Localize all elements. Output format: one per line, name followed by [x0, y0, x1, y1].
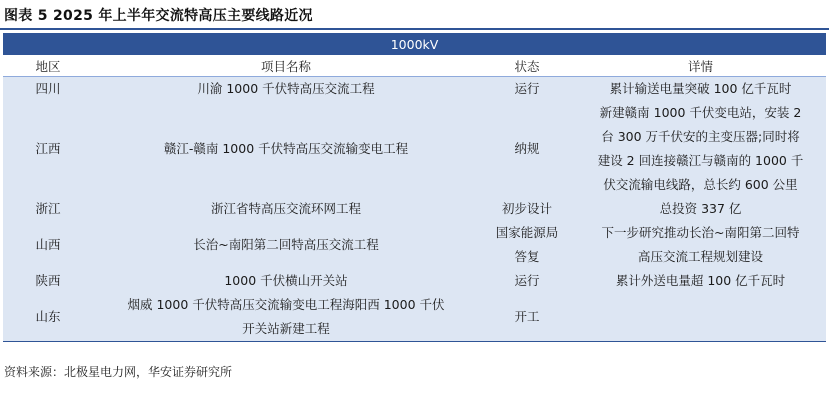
title-rule	[0, 28, 829, 30]
table-row	[3, 269, 826, 293]
cell-detail: 下一步研究推动长治~南阳第二回特 高压交流工程规划建设	[575, 221, 826, 269]
cell-region: 江西	[3, 101, 93, 197]
voltage-band-row	[3, 33, 826, 55]
source-note: 资料来源：北极星电力网，华安证券研究所	[4, 365, 233, 379]
cell-region: 陕西	[3, 269, 93, 293]
table-row	[3, 293, 826, 342]
cell-status: 初步设计	[479, 197, 575, 221]
table-row	[3, 77, 826, 102]
cell-region: 山东	[3, 293, 93, 342]
cell-status: 国家能源局 答复	[479, 221, 575, 269]
cell-status: 开工	[479, 293, 575, 342]
cell-region: 浙江	[3, 197, 93, 221]
table-row	[3, 101, 826, 197]
cell-status: 纳规	[479, 101, 575, 197]
cell-project: 川渝 1000 千伏特高压交流工程	[93, 77, 479, 102]
cell-project: 浙江省特高压交流环网工程	[93, 197, 479, 221]
column-header-region: 地区	[3, 55, 93, 77]
cell-project: 赣江-赣南 1000 千伏特高压交流输变电工程	[93, 101, 479, 197]
figure-title: 图表 5 2025 年上半年交流特高压主要线路近况	[4, 8, 313, 24]
cell-project: 长治~南阳第二回特高压交流工程	[93, 221, 479, 269]
column-header-status: 状态	[479, 55, 575, 77]
cell-region: 四川	[3, 77, 93, 102]
table-header-row	[3, 55, 826, 77]
cell-detail: 新建赣南 1000 千伏变电站，安装 2 台 300 万千伏安的主变压器;同时将 建设 2 回连接赣江与赣南的 1000 千 伏交流输电线路，总长约 600 公里	[575, 101, 826, 197]
cell-status: 运行	[479, 269, 575, 293]
cell-detail: 累计外送电量超 100 亿千瓦时	[575, 269, 826, 293]
column-header-detail: 详情	[575, 55, 826, 77]
cell-status: 运行	[479, 77, 575, 102]
cell-project: 烟威 1000 千伏特高压交流输变电工程海阳西 1000 千伏 开关站新建工程	[93, 293, 479, 342]
cell-project: 1000 千伏横山开关站	[93, 269, 479, 293]
cell-detail: 总投资 337 亿	[575, 197, 826, 221]
cell-region: 山西	[3, 221, 93, 269]
cell-detail	[575, 293, 826, 342]
table-row	[3, 221, 826, 269]
column-header-project: 项目名称	[93, 55, 479, 77]
projects-table	[3, 33, 826, 342]
cell-detail: 累计输送电量突破 100 亿千瓦时	[575, 77, 826, 102]
voltage-band-label: 1000kV	[3, 33, 826, 55]
table-row	[3, 197, 826, 221]
